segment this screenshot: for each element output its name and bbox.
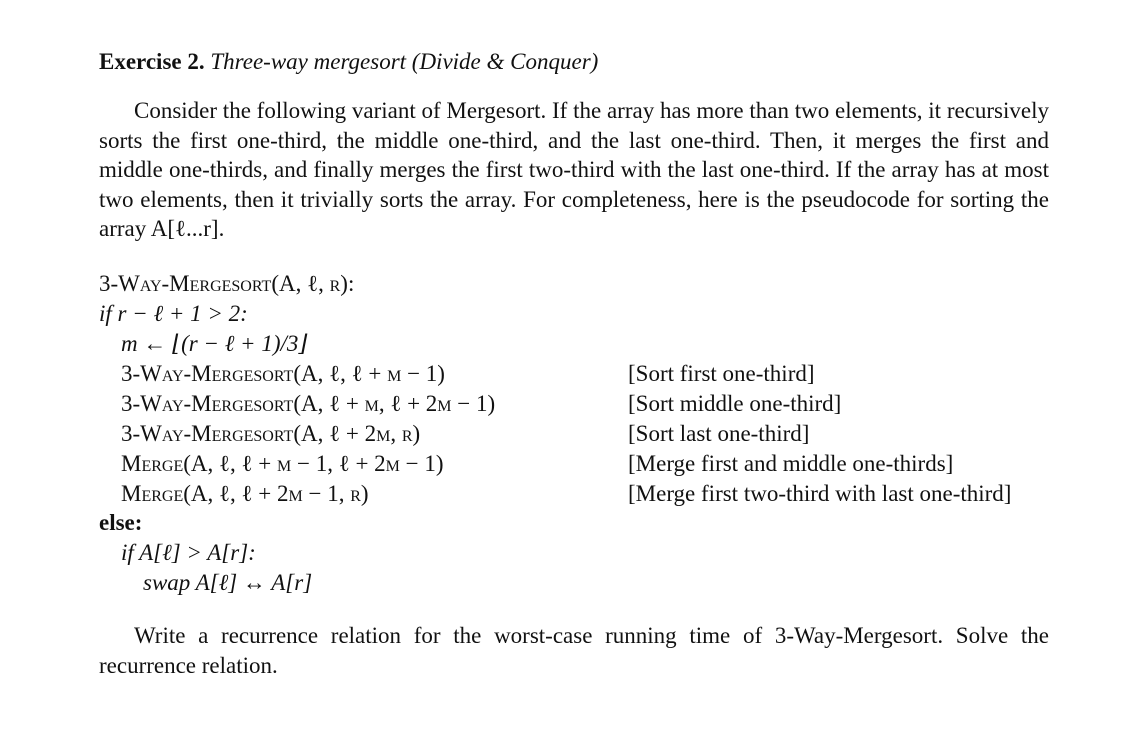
pseudocode-merge-1: Merge(A, ℓ, ℓ + m − 1, ℓ + 2m − 1)	[121, 451, 444, 476]
exercise-title: Three-way mergesort (Divide & Conquer)	[210, 49, 599, 74]
question-text: Write a recurrence relation for the worst-case running time of 3-Way-Mergesort. Solve the recurrence relation.	[99, 623, 1049, 678]
comment-merge-first-two-third: [Merge first two-third with last one-third]	[628, 481, 1012, 506]
pseudocode-call-1: 3-Way-Mergesort(A, ℓ, ℓ + m − 1)	[121, 361, 445, 386]
pseudocode-call-3: 3-Way-Mergesort(A, ℓ + 2m, r)	[121, 421, 421, 446]
exercise-label: Exercise 2.	[99, 49, 205, 74]
if-condition: if r − ℓ + 1 > 2:	[99, 301, 248, 326]
comment-sort-middle: [Sort middle one-third]	[628, 391, 842, 416]
intro-text: Consider the following variant of Mergesort. If the array has more than two elements, it recursively sorts the first one-third, the middle one-third, and the last one-third. Then, it merges the first and middle one-thirds, and finally merges the first two-third with the last one-third. If the array has at most two elements, then it trivially sorts the array. For completeness, here is the pseudocode for sorting the array A[ℓ...r].	[99, 98, 1049, 242]
comment-sort-first: [Sort first one-third]	[628, 361, 815, 386]
comment-sort-last: [Sort last one-third]	[628, 421, 810, 446]
intro-paragraph	[99, 96, 1049, 244]
pseudocode-if-line	[99, 302, 248, 325]
pseudocode-header: 3-Way-Mergesort(A, ℓ, r):	[99, 271, 355, 296]
pseudocode-else-line: else:	[99, 510, 143, 535]
question-paragraph	[99, 621, 1049, 680]
exercise-heading	[99, 50, 598, 73]
pseudocode-merge-2: Merge(A, ℓ, ℓ + 2m − 1, r)	[121, 481, 369, 506]
pseudocode-m-line: m ← ⌊(r − ℓ + 1)/3⌋	[121, 331, 308, 356]
comment-merge-first-middle: [Merge first and middle one-thirds]	[628, 451, 954, 476]
pseudocode-swap-line: swap A[ℓ] ↔ A[r]	[143, 570, 313, 595]
pseudocode-inner-if: if A[ℓ] > A[r]:	[121, 540, 256, 565]
pseudocode-call-2: 3-Way-Mergesort(A, ℓ + m, ℓ + 2m − 1)	[121, 391, 496, 416]
